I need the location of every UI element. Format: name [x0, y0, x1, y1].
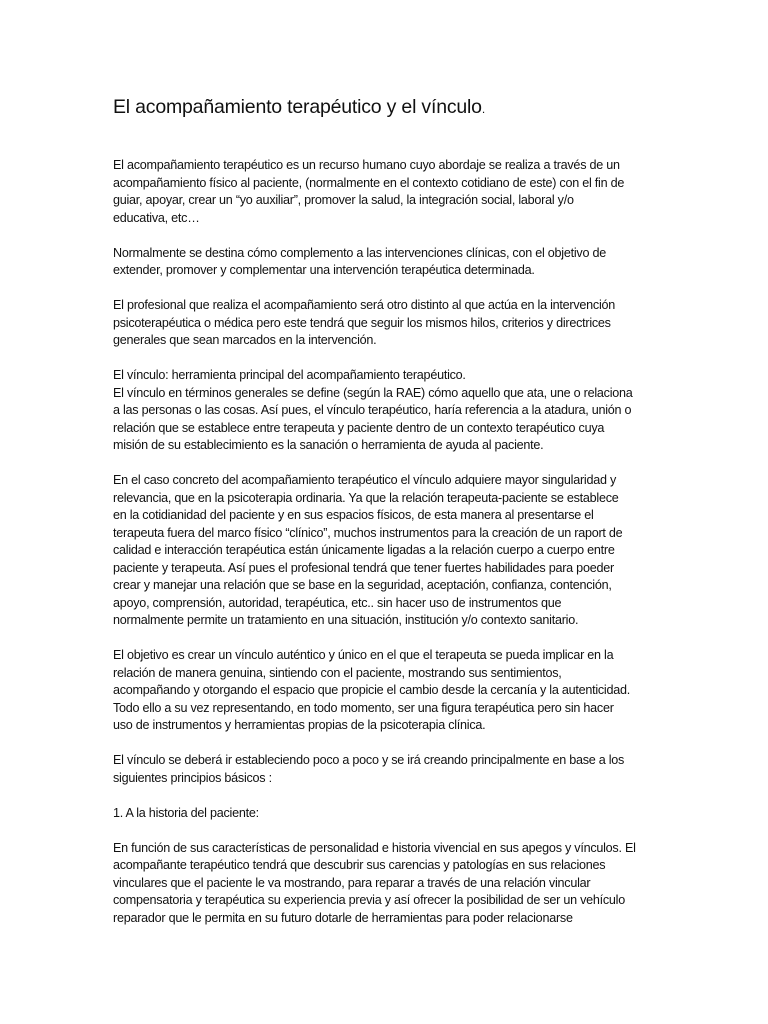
text-line: relación de manera genuina, sintiendo con el paciente, mostrando sus sentimientos, — [113, 665, 562, 680]
paragraph — [113, 297, 658, 350]
text-line: 1. A la historia del paciente: — [113, 805, 259, 820]
text-line: guiar, apoyar, crear un “yo auxiliar”, promover la salud, la integración social, laboral y/o — [113, 193, 574, 207]
paragraph — [113, 245, 658, 280]
text-line: uso de instrumentos y herramientas propias de la psicoterapia clínica. — [113, 718, 486, 732]
text-line: psicoterapéutica o médica pero este tendrá que seguir los mismos hilos, criterios y directrices — [113, 315, 611, 330]
text-line: paciente y terapeuta. Así pues el profesional tendrá que tener fuertes habilidades para poeder — [113, 560, 614, 575]
text-line: Normalmente se destina cómo complemento a las intervenciones clínicas, con el objetivo de — [113, 245, 606, 260]
title-dot: . — [481, 102, 485, 116]
text-line: acompañante terapéutico tendrá que descubrir sus carencias y patologías en sus relaciones — [113, 858, 606, 872]
page-title — [113, 96, 658, 119]
paragraph — [113, 840, 658, 928]
text-line: normalmente permite un tratamiento en una situación, institución y/o contexto sanitario. — [113, 613, 579, 627]
title-text: El acompañamiento terapéutico y el vínculo — [113, 96, 482, 118]
text-line: generales que sean marcados en la intervención. — [113, 333, 377, 347]
text-line: En el caso concreto del acompañamiento terapéutico el vínculo adquiere mayor singularidad y — [113, 473, 616, 487]
text-line: relevancia, que en la psicoterapia ordinaria. Ya que la relación terapeuta-paciente se establece — [113, 490, 619, 505]
text-line: misión de su establecimiento es la sanación o herramienta de ayuda al paciente. — [113, 438, 544, 452]
paragraph — [113, 367, 658, 455]
paragraph — [113, 752, 658, 787]
text-line: relación que se establece entre terapeuta y paciente dentro de un contexto terapéutico cuya — [113, 420, 605, 435]
text-line: calidad e interacción terapéutica están únicamente ligadas a la relación cuerpo a cuerpo entre — [113, 543, 615, 557]
text-line: apoyo, comprensión, autoridad, terapéutica, etc.. sin hacer uso de instrumentos que — [113, 595, 562, 610]
document-body — [113, 157, 658, 927]
text-line: vinculares que el paciente le va mostrando, para reparar a través de una relación vincular — [113, 875, 591, 890]
paragraph — [113, 472, 658, 630]
text-line: a las personas o las cosas. Así pues, el vínculo terapéutico, haría referencia a la atadura, unión o — [113, 403, 632, 417]
document-page — [113, 96, 658, 945]
paragraph — [113, 157, 658, 227]
text-line: acompañando y otorgando el espacio que propicie el cambio desde la cercanía y la autenticidad. — [113, 683, 630, 697]
text-line: El vínculo: herramienta principal del acompañamiento terapéutico. — [113, 368, 466, 382]
text-line: El objetivo es crear un vínculo auténtico y único en el que el terapeuta se pueda implicar en la — [113, 648, 614, 662]
text-line: compensatoria y terapéutica su experiencia previa y así ofrecer la posibilidad de ser un vehículo — [113, 893, 625, 907]
text-line: El vínculo se deberá ir estableciendo poco a poco y se irá creando principalmente en base a los — [113, 753, 625, 767]
text-line: Todo ello a su vez representando, en todo momento, ser una figura terapéutica pero sin hacer — [113, 700, 614, 715]
text-line: reparador que le permita en su futuro dotarle de herramientas para poder relacionarse — [113, 910, 573, 925]
text-line: acompañamiento físico al paciente, (normalmente en el contexto cotidiano de este) con el fin de — [113, 175, 625, 190]
text-line: El vínculo en términos generales se define (según la RAE) cómo aquello que ata, une o relaciona — [113, 385, 633, 400]
text-line: en la cotidianidad del paciente y en sus espacios físicos, de esta manera al presentarse el — [113, 508, 594, 522]
text-line: siguientes principios básicos : — [113, 770, 272, 785]
text-line: terapeuta fuera del marco físico “clínico”, muchos instrumentos para la creación de un raport de — [113, 525, 623, 540]
text-line: En función de sus características de personalidad e historia vivencial en sus apegos y vínculos. El — [113, 840, 636, 855]
paragraph — [113, 647, 658, 735]
text-line: crear y manejar una relación que se base en la seguridad, aceptación, confianza, contención, — [113, 578, 612, 592]
text-line: El acompañamiento terapéutico es un recurso humano cuyo abordaje se realiza a través de un — [113, 158, 620, 172]
text-line: educativa, etc… — [113, 210, 200, 225]
text-line: El profesional que realiza el acompañamiento será otro distinto al que actúa en la intervención — [113, 298, 616, 312]
text-line: extender, promover y complementar una intervención terapéutica determinada. — [113, 263, 535, 277]
paragraph — [113, 805, 658, 823]
